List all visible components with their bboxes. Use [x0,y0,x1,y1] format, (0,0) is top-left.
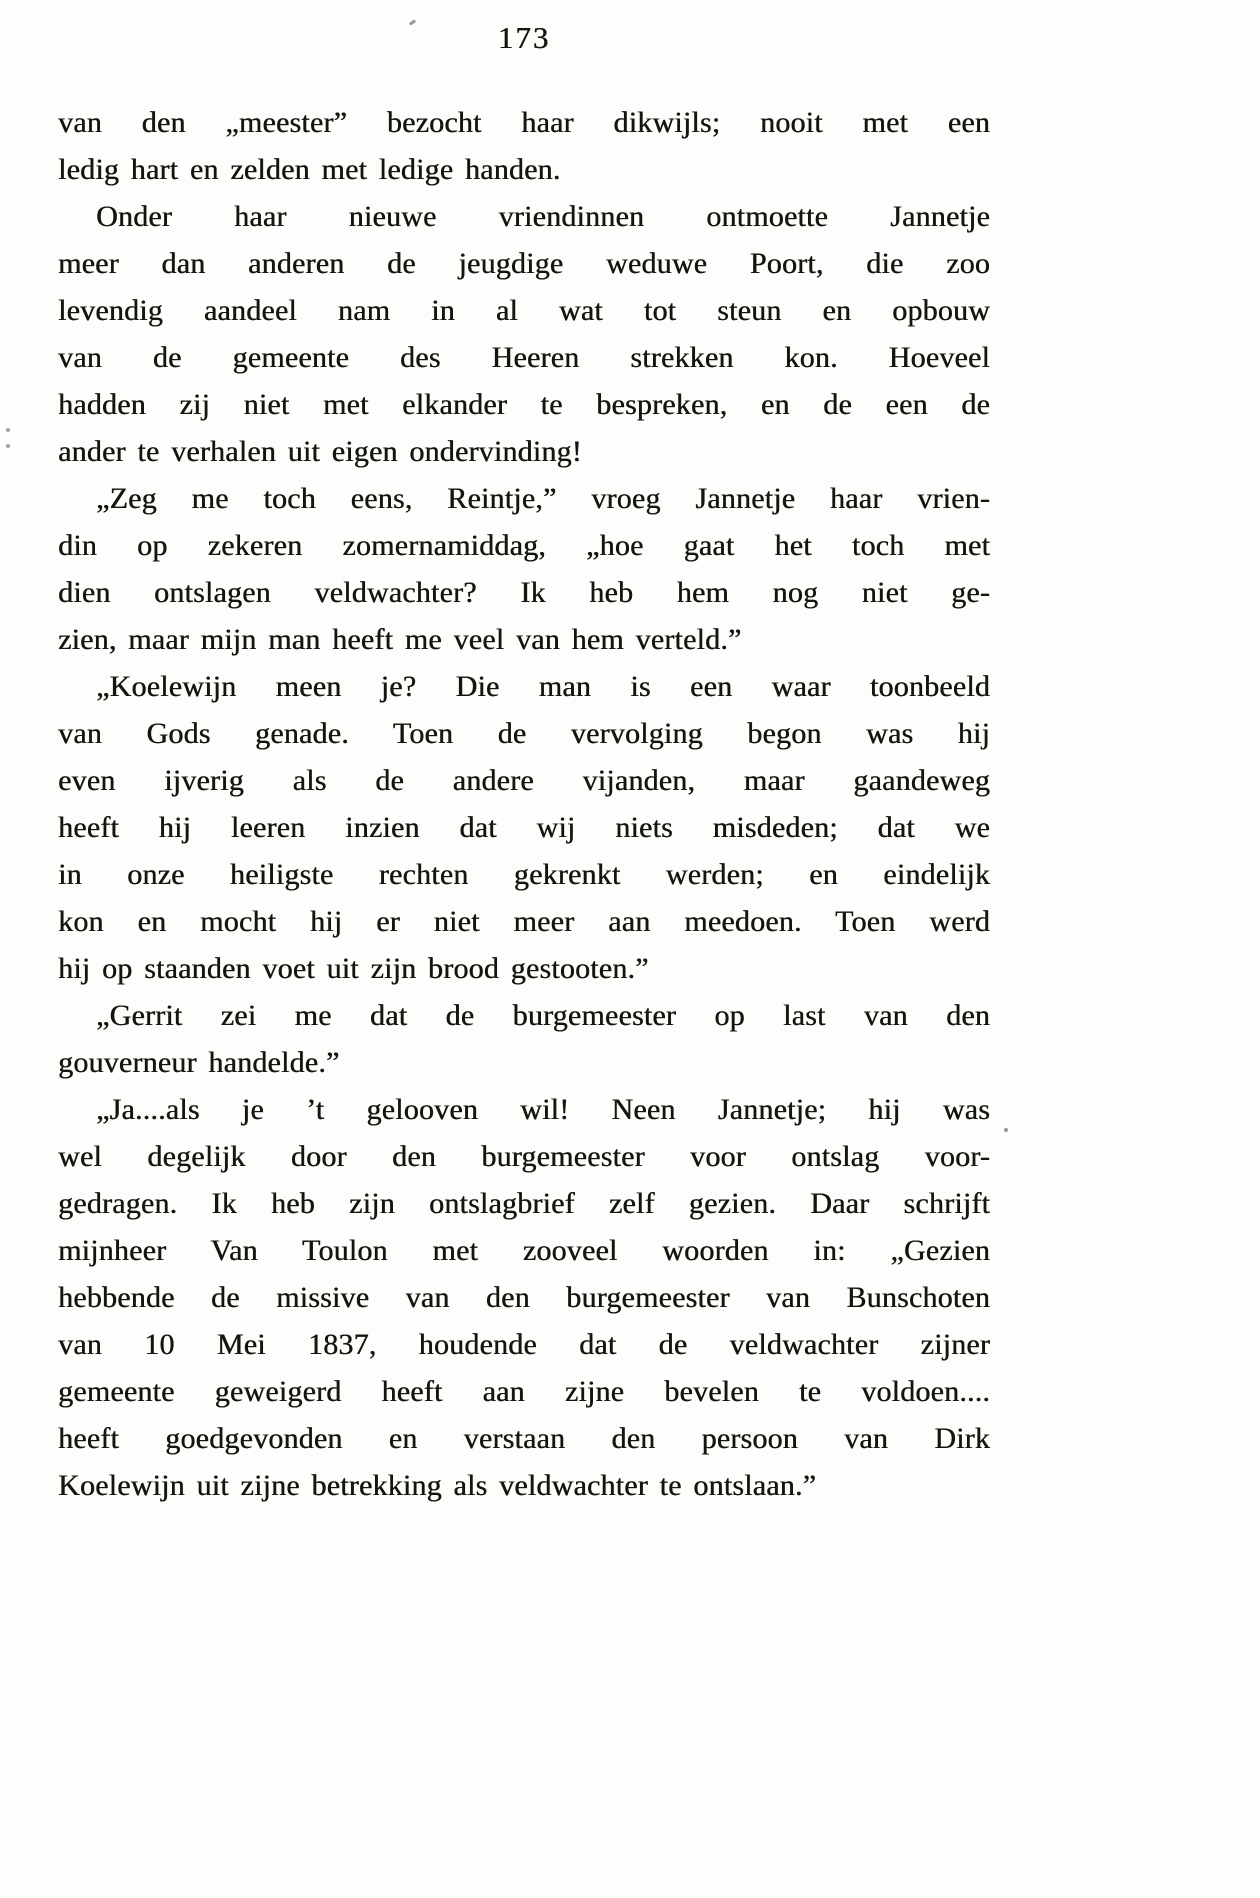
text-line: wel degelijk door den burgemeester voor ontslag voor- [58,1140,990,1173]
text-line: „Gerrit zei me dat de burgemeester op last van den [96,999,990,1032]
paragraph [58,1086,990,1509]
text-line: hadden zij niet met elkander te bespreken, en de een de [58,388,990,421]
text-line: even ijverig als de andere vijanden, maar gaandeweg [58,764,990,797]
text-block [58,99,990,1509]
text-line: meer dan anderen de jeugdige weduwe Poort, die zoo [58,247,990,280]
paragraph [58,99,990,193]
text-line: in onze heiligste rechten gekrenkt werden; en eindelijk [58,858,990,891]
text-line: van de gemeente des Heeren strekken kon. Hoeveel [58,341,990,374]
text-line: van Gods genade. Toen de vervolging begon was hij [58,717,990,750]
scan-speck [6,444,10,448]
text-line: dien ontslagen veldwachter? Ik heb hem nog niet ge- [58,576,990,609]
text-line: din op zekeren zomernamiddag, „hoe gaat het toch met [58,529,990,562]
paragraph [58,475,990,663]
scan-speck [1004,1128,1008,1132]
text-line: heeft hij leeren inzien dat wij niets misdeden; dat we [58,811,990,844]
paragraph [58,992,990,1086]
text-line: zien, maar mijn man heeft me veel van hem verteld.” [58,623,742,656]
text-line: hij op staanden voet uit zijn brood gestooten.” [58,952,649,985]
text-line: kon en mocht hij er niet meer aan meedoen. Toen werd [58,905,990,938]
text-line: ander te verhalen uit eigen ondervinding! [58,435,582,468]
page-number: 173 [497,20,551,55]
text-line: „Koelewijn meen je? Die man is een waar toonbeeld [96,670,990,703]
text-line: van 10 Mei 1837, houdende dat de veldwachter zijner [58,1328,990,1361]
text-line: gouverneur handelde.” [58,1046,340,1079]
text-line: gedragen. Ik heb zijn ontslagbrief zelf gezien. Daar schrijft [58,1187,990,1220]
text-line: Koelewijn uit zijne betrekking als veldwachter te ontslaan.” [58,1469,817,1502]
text-line: heeft goedgevonden en verstaan den persoon van Dirk [58,1422,990,1455]
text-line: gemeente geweigerd heeft aan zijne bevelen te voldoen.... [58,1375,990,1408]
text-line: Onder haar nieuwe vriendinnen ontmoette Jannetje [96,200,990,233]
text-line: hebbende de missive van den burgemeester van Bunschoten [58,1281,990,1314]
text-line: levendig aandeel nam in al wat tot steun en opbouw [58,294,990,327]
text-line: van den „meester” bezocht haar dikwijls; nooit met een [58,106,990,139]
paragraph [58,193,990,475]
text-line: „Zeg me toch eens, Reintje,” vroeg Jannetje haar vrien- [96,482,990,515]
text-line: „Ja....als je ’t gelooven wil! Neen Jannetje; hij was [96,1093,990,1126]
text-line: mijnheer Van Toulon met zooveel woorden in: „Gezien [58,1234,990,1267]
paragraph [58,663,990,992]
text-line: ledig hart en zelden met ledige handen. [58,153,561,186]
scan-speck [6,428,10,432]
